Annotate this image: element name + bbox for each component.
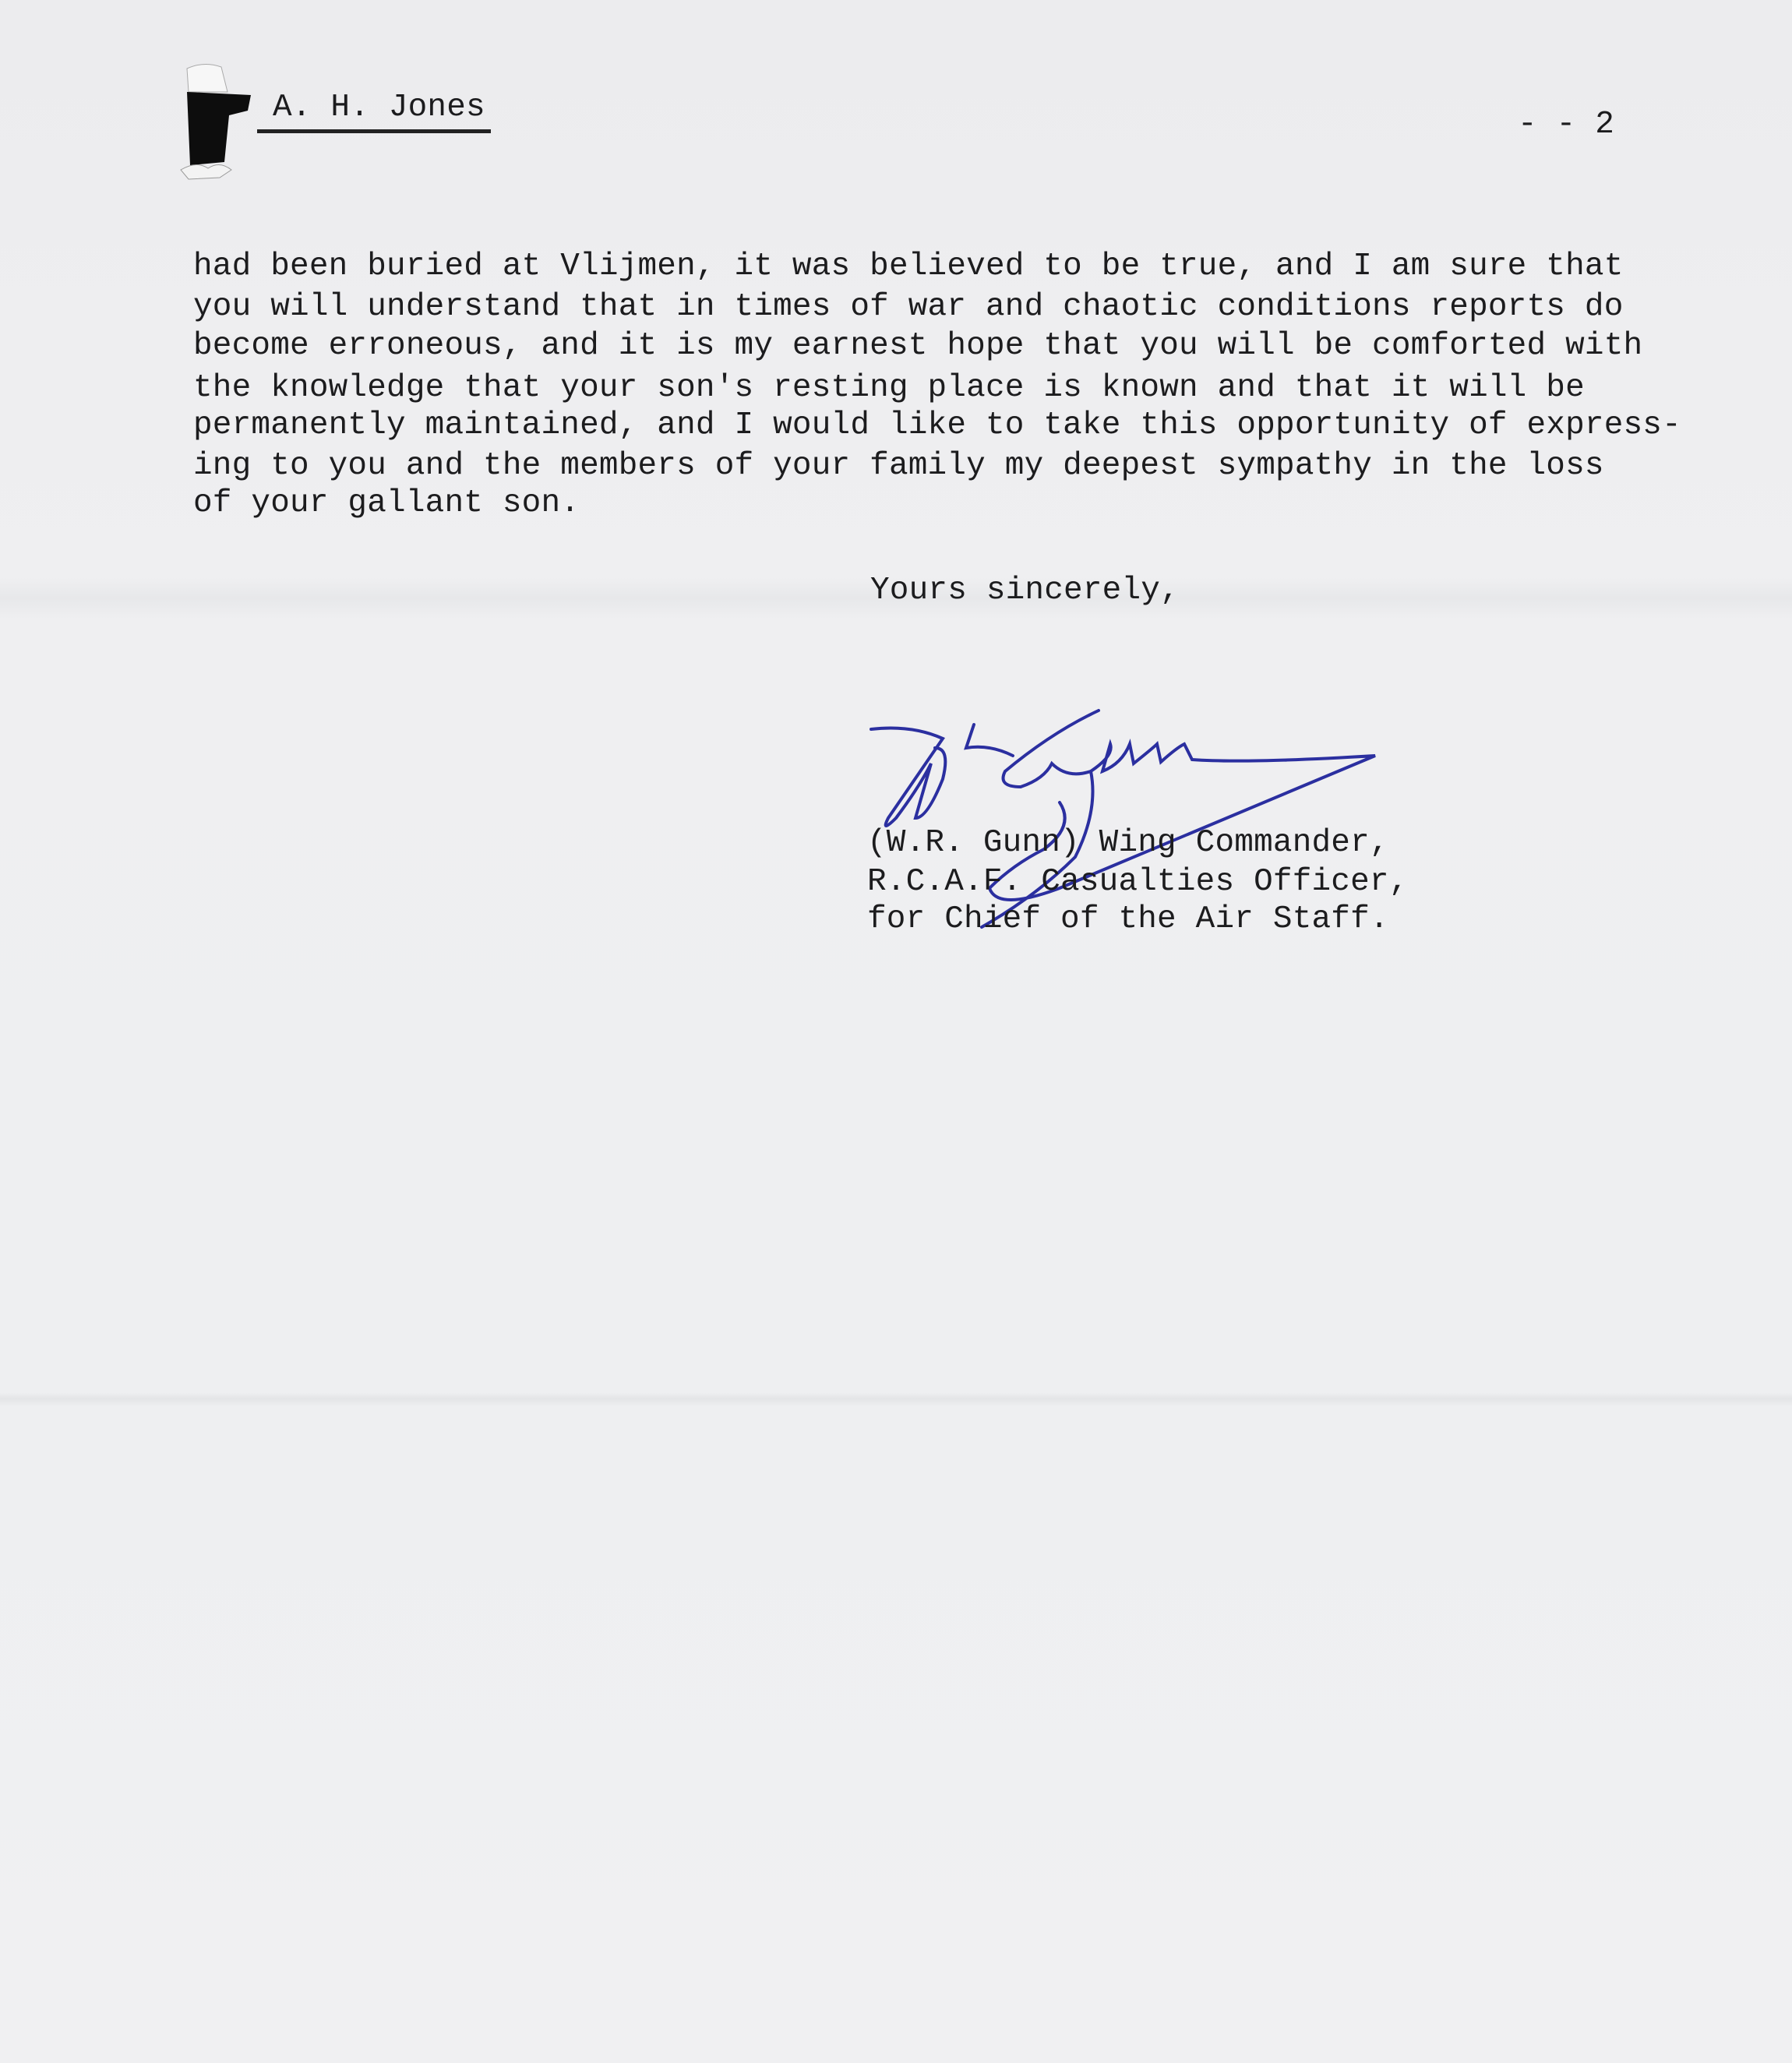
recipient-underline — [257, 129, 491, 133]
punch-hole — [173, 61, 259, 185]
body-line: the knowledge that your son's resting place is known and that it will be — [193, 370, 1585, 406]
recipient-name: A. H. Jones — [273, 90, 485, 125]
body-line: had been buried at Vlijmen, it was believed to be true, and I am sure that — [193, 249, 1624, 284]
body-line: you will understand that in times of war and chaotic conditions reports do — [193, 289, 1624, 325]
body-line: of your gallant son. — [193, 485, 580, 521]
body-line: permanently maintained, and I would like to take this opportunity of express- — [193, 407, 1681, 443]
handwritten-signature — [857, 701, 1418, 935]
signatory-line: (W.R. Gunn) Wing Commander, — [867, 825, 1389, 861]
signatory-line: R.C.A.F. Casualties Officer, — [867, 864, 1409, 900]
closing: Yours sincerely, — [870, 573, 1180, 608]
body-line: become erroneous, and it is my earnest hope that you will be comforted with — [193, 328, 1643, 364]
signatory-line: for Chief of the Air Staff. — [867, 901, 1389, 937]
page-number: - - 2 — [1518, 107, 1615, 143]
body-line: ing to you and the members of your family my deepest sympathy in the loss — [193, 448, 1604, 484]
